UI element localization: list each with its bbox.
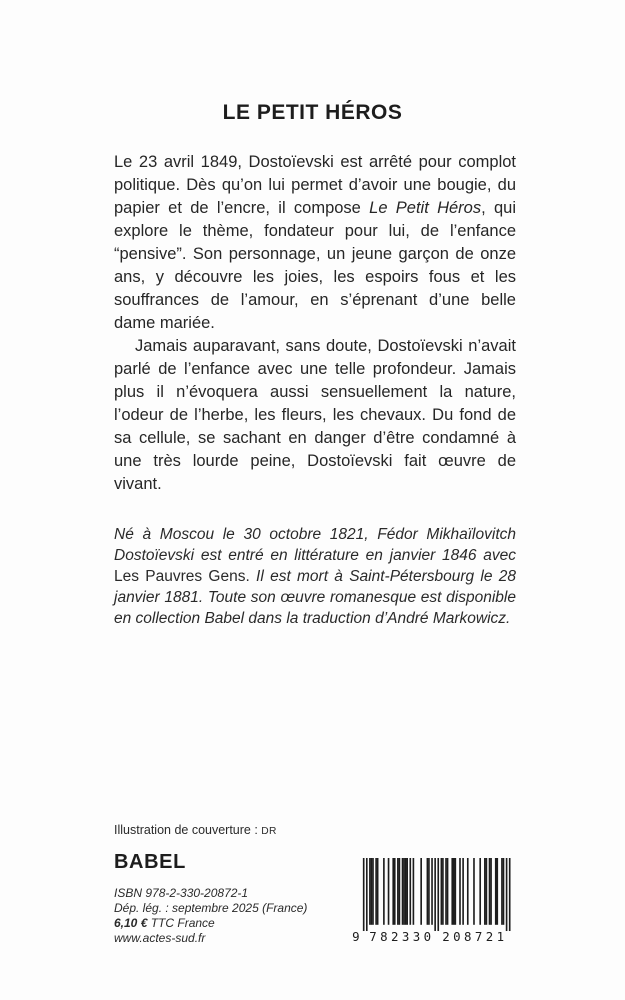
price-suffix: TTC France: [147, 916, 215, 930]
publisher-imprint: BABEL: [114, 851, 186, 873]
text-segment: Jamais auparavant, sans doute, Dostoïevski n’avait parlé de l’enfance avec une telle profondeur. Jamais plus il n’évoquera aussi sensuellement la nature, l’odeur de l’herbe, les fleurs, les chevaux. Du fond de sa cellule, se sachant en danger d’être condamné à une très lourde peine, Dostoïevski fait œuvre de vivant.: [114, 337, 516, 493]
svg-text:1: 1: [496, 929, 505, 944]
svg-text:8: 8: [380, 929, 388, 944]
text-segment: DR: [261, 826, 277, 837]
svg-text:2: 2: [442, 929, 450, 944]
legal-block: [114, 886, 307, 946]
price-value: 6,10 €: [114, 916, 148, 930]
text-segment: Les Pauvres Gens.: [114, 568, 250, 585]
ean13-barcode: [352, 858, 512, 944]
isbn-line: ISBN 978-2-330-20872-1: [114, 886, 249, 900]
author-bio: [114, 524, 516, 629]
svg-text:7: 7: [474, 929, 483, 944]
text-segment: Le 23 avril 1849, Dostoïevski est arrêté pour complot politique. Dès qu’on lui permet d’avoir une bougie, du papier et de l’encre, il compose: [114, 153, 516, 217]
svg-text:2: 2: [485, 929, 494, 944]
text-segment: Illustration de couverture :: [114, 823, 262, 837]
legal-deposit-line: Dép. lég. : septembre 2025 (France): [114, 901, 308, 915]
author-bio-paragraph: [114, 524, 516, 629]
svg-text:0: 0: [423, 929, 432, 944]
illustration-credit: [114, 823, 277, 837]
barcode-svg: [352, 858, 512, 944]
svg-text:0: 0: [453, 929, 461, 944]
publisher-website: www.actes-sud.fr: [114, 931, 206, 945]
synopsis-text: [114, 151, 516, 496]
price-line: [114, 916, 307, 931]
text-segment: , qui explore le thème, fondateur pour lui, de l’enfance “pensive”. Son personnage, un jeune garçon de onze ans, y découvre les joies, les espoirs fous et les souffrances de l’amour, en s’éprenant d’une belle dame mariée.: [114, 199, 516, 332]
svg-text:3: 3: [401, 929, 410, 944]
svg-text:9: 9: [352, 929, 360, 944]
text-segment: Il est mort à Saint-Pétersbourg le 28 janvier 1881. Toute son œuvre romanesque est disponible en collection Babel dans la traduction d’André Markowicz.: [114, 568, 516, 627]
text-segment: Né à Moscou le 30 octobre 1821, Fédor Mikhaïlovitch Dostoïevski est entré en littérature en janvier 1846 avec: [114, 526, 516, 564]
text-segment: Le Petit Héros: [369, 199, 482, 217]
synopsis-paragraph-1: [114, 151, 516, 335]
svg-text:2: 2: [390, 929, 399, 944]
svg-text:3: 3: [412, 929, 421, 944]
synopsis-paragraph-2: [114, 335, 516, 496]
svg-text:8: 8: [463, 929, 472, 944]
book-title: LE PETIT HÉROS: [222, 101, 403, 124]
svg-text:7: 7: [369, 929, 377, 944]
